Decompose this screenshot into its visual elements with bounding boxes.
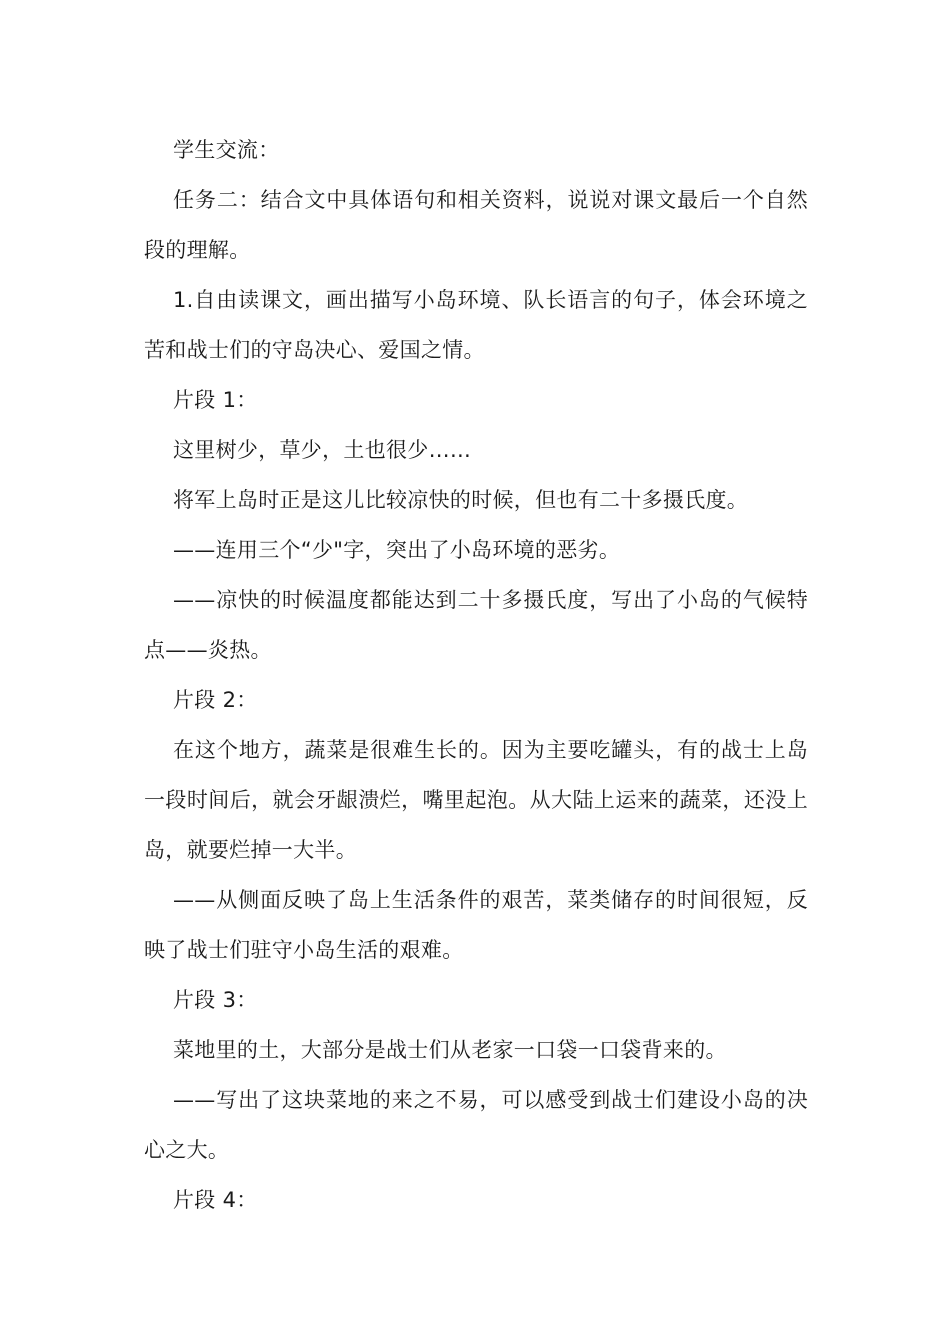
paragraph-excerpt-4-heading: 片段 4： — [173, 1188, 258, 1212]
paragraph-excerpt-2-note: ——从侧面反映了岛上生活条件的艰苦，菜类储存的时间很短，反映了战士们驻守小岛生活的艰难。 — [144, 888, 808, 962]
paragraph-excerpt-1-heading: 片段 1： — [173, 388, 258, 412]
paragraph-excerpt-1-quote-a: 这里树少，草少，土也很少…… — [173, 438, 472, 462]
paragraph-excerpt-3-quote: 菜地里的土，大部分是战士们从老家一口袋一口袋背来的。 — [173, 1038, 727, 1062]
paragraph-task-two: 任务二：结合文中具体语句和相关资料，说说对课文最后一个自然段的理解。 — [144, 188, 808, 262]
paragraph-student-exchange: 学生交流： — [173, 138, 280, 162]
paragraph-excerpt-3-heading: 片段 3： — [173, 988, 258, 1012]
document-body — [144, 125, 808, 1225]
paragraph-excerpt-1-quote-b: 将军上岛时正是这儿比较凉快的时候，但也有二十多摄氏度。 — [173, 488, 749, 512]
paragraph-instruction-1: 1.自由读课文，画出描写小岛环境、队长语言的句子，体会环境之苦和战士们的守岛决心、爱国之情。 — [144, 288, 808, 362]
paragraph-excerpt-1-note-b: ——凉快的时候温度都能达到二十多摄氏度，写出了小岛的气候特点——炎热。 — [144, 588, 808, 662]
paragraph-excerpt-1-note-a: ——连用三个“少"字，突出了小岛环境的恶劣。 — [173, 538, 621, 562]
paragraph-excerpt-2-heading: 片段 2： — [173, 688, 258, 712]
paragraph-excerpt-2-quote: 在这个地方，蔬菜是很难生长的。因为主要吃罐头，有的战士上岛一段时间后，就会牙龈溃烂，嘴里起泡。从大陆上运来的蔬菜，还没上岛，就要烂掉一大半。 — [144, 738, 808, 862]
paragraph-excerpt-3-note: ——写出了这块菜地的来之不易，可以感受到战士们建设小岛的决心之大。 — [144, 1088, 808, 1162]
